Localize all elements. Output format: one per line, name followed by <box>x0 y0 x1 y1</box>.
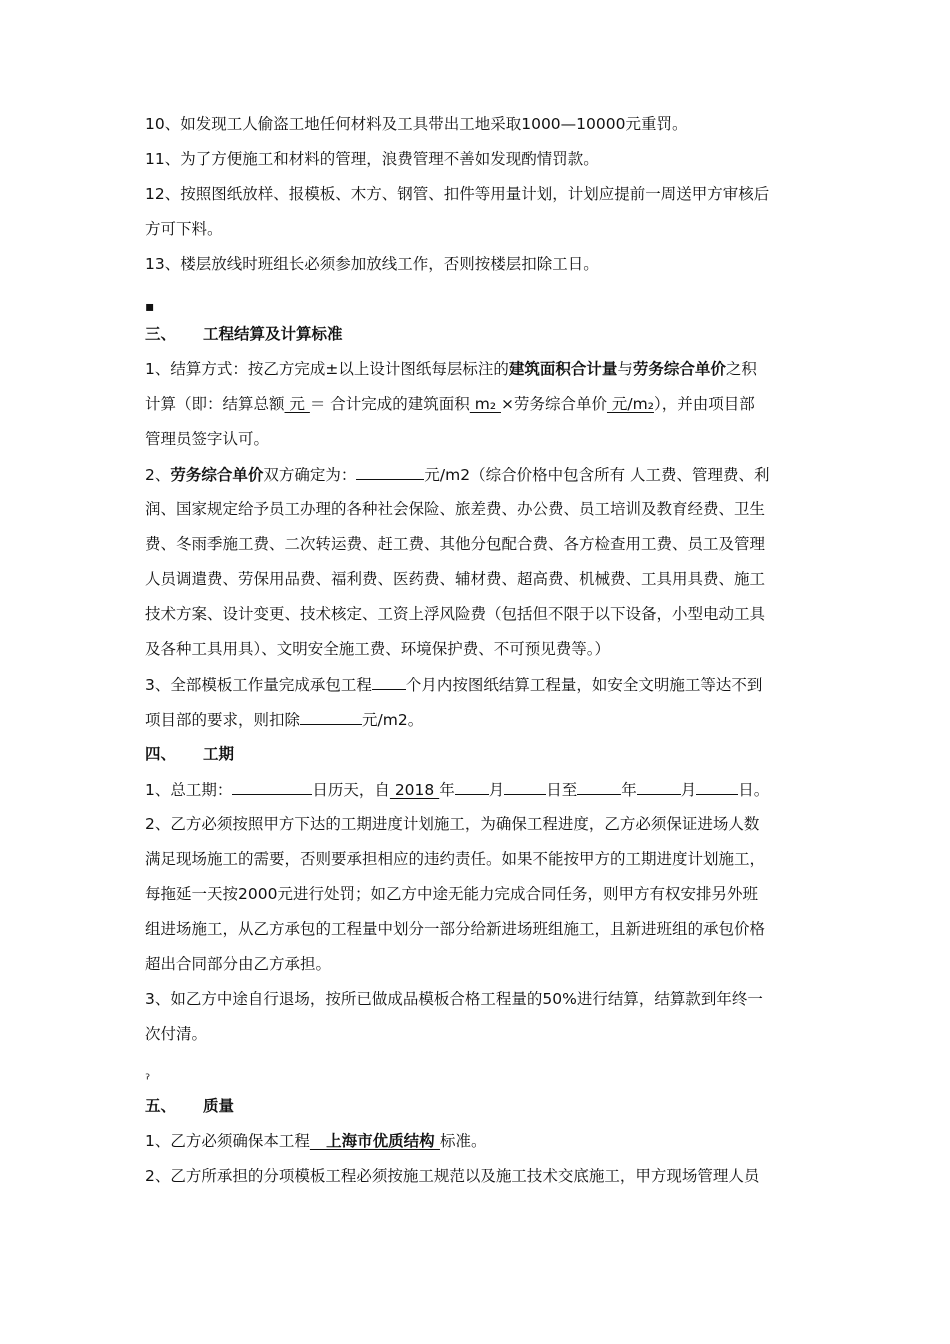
s5-clause-1 <box>145 1131 486 1151</box>
s3-clause-2-line: 及各种工具用具）、文明安全施工费、环境保护费、不可预见费等。） <box>145 640 611 658</box>
text-run: 与 <box>617 360 633 378</box>
underlined-field: 上海市优质结构 <box>309 1132 440 1150</box>
blank-field <box>577 779 621 795</box>
text-run: 标准。 <box>439 1132 487 1150</box>
text-run: 项目部的要求，则扣除 <box>145 711 301 729</box>
blank-field <box>696 779 738 795</box>
section-number: 四、 <box>145 745 177 763</box>
section-number: 五、 <box>145 1097 177 1115</box>
underlined-field: 元 <box>284 395 310 413</box>
text-run: 之积 <box>725 360 757 378</box>
s3-clause-2-line: 润、国家规定给予员工办理的各种社会保险、旅差费、办公费、员工培训及教育经费、卫生 <box>145 500 766 518</box>
s3-clause-2-line: 人员调遣费、劳保用品费、福利费、医药费、辅材费、超高费、机械费、工具用具费、施工 <box>145 570 766 588</box>
s3-clause-1-line2 <box>145 394 755 414</box>
underlined-field: 2018 <box>389 781 440 799</box>
text-run: 1、乙方必须确保本工程 <box>145 1132 310 1150</box>
s4-clause-3: 3、如乙方中途自行退场，按所已做成品模板合格工程量的50%进行结算，结算款到年终一 <box>145 990 763 1008</box>
section-5-heading <box>145 1096 234 1116</box>
s4-clause-2: 2、乙方必须按照甲方下达的工期进度计划施工，为确保工程进度，乙方必须保证进场人数 <box>145 815 760 833</box>
s3-clause-1-line3: 管理员签字认可。 <box>145 430 270 448</box>
text-run: 计算（即：结算总额 <box>145 395 285 413</box>
section-4-heading <box>145 744 234 764</box>
s3-clause-2-line: 费、冬雨季施工费、二次转运费、赶工费、其他分包配合费、各方检查用工费、员工及管理 <box>145 535 766 553</box>
text-run: 日。 <box>738 781 770 799</box>
text-run: 元/m2（综合价格中包含所有 人工费、管理费、利 <box>424 466 770 484</box>
section-number: 三、 <box>145 325 177 343</box>
underlined-field: 元/m₂ <box>606 395 654 413</box>
section-title: 工期 <box>203 745 235 763</box>
text-run: ＝ 合计完成的建筑面积 <box>309 395 470 413</box>
s4-clause-1 <box>145 779 769 800</box>
text-run: 元/m2。 <box>362 711 424 729</box>
s4-clause-2-line: 超出合同部分由乙方承担。 <box>145 955 332 973</box>
text-run: ×劳务综合单价 <box>500 395 607 413</box>
s4-clause-2-line: 组进场施工，从乙方承包的工程量中划分一部分给新进场班组施工，且新进班组的承包价格 <box>145 920 766 938</box>
s5-clause-2: 2、乙方所承担的分项模板工程必须按施工规范以及施工技术交底施工，甲方现场管理人员 <box>145 1167 760 1185</box>
text-run: 3、全部模板工作量完成承包工程 <box>145 676 372 694</box>
s4-clause-2-line: 满足现场施工的需要，否则要承担相应的违约责任。如果不能按甲方的工期进度计划施工， <box>145 850 766 868</box>
text-run: 日至 <box>546 781 578 799</box>
blank-field <box>637 779 681 795</box>
text-run: 1、结算方式：按乙方完成±以上设计图纸每层标注的 <box>145 360 509 378</box>
s3-clause-3-line2 <box>145 709 423 730</box>
text-run: 月 <box>488 781 505 799</box>
s3-clause-3 <box>145 674 762 695</box>
blank-field <box>300 709 362 725</box>
section-3-heading <box>145 324 343 344</box>
section-title: 质量 <box>203 1097 235 1115</box>
s3-clause-1 <box>145 359 757 379</box>
bold-term: 劳务综合单价 <box>632 360 726 378</box>
text-run: 2、 <box>145 466 171 484</box>
section-title: 工程结算及计算标准 <box>203 325 343 343</box>
text-run: 1、总工期： <box>145 781 233 799</box>
underlined-field: m₂ <box>469 395 501 413</box>
blank-field <box>504 779 546 795</box>
s3-clause-2-line: 技术方案、设计变更、技术核定、工资上浮风险费（包括但不限于以下设备，小型电动工具 <box>145 605 766 623</box>
text-run: 日历天，自 <box>312 781 390 799</box>
text-run: 年 <box>621 781 637 799</box>
blank-field <box>455 779 489 795</box>
clause-11: 11、为了方便施工和材料的管理，浪费管理不善如发现酌情罚款。 <box>145 150 599 168</box>
s3-clause-2 <box>145 464 770 485</box>
blank-field <box>372 674 406 690</box>
bold-term: 劳务综合单价 <box>170 466 264 484</box>
clause-10: 10、如发现工人偷盗工地任何材料及工具带出工地采取1000—10000元重罚。 <box>145 115 688 133</box>
bullet-mark: ▪ <box>145 299 155 315</box>
clause-13: 13、楼层放线时班组长必须参加放线工作，否则按楼层扣除工日。 <box>145 255 599 273</box>
blank-field <box>232 779 312 795</box>
text-run: 个月内按图纸结算工程量，如安全文明施工等达不到 <box>405 676 763 694</box>
s4-clause-2-line: 每拖延一天按2000元进行处罚；如乙方中途无能力完成合同任务，则甲方有权安排另外班 <box>145 885 758 903</box>
blank-field <box>356 464 424 480</box>
text-run: 双方确定为： <box>263 466 357 484</box>
bullet-mark: ˀ <box>145 1072 151 1088</box>
text-run: ），并由项目部 <box>653 395 755 413</box>
text-run: 年 <box>439 781 455 799</box>
text-run: 月 <box>680 781 697 799</box>
clause-12-cont: 方可下料。 <box>145 220 223 238</box>
clause-12: 12、按照图纸放样、报模板、木方、钢管、扣件等用量计划，计划应提前一周送甲方审核后 <box>145 185 770 203</box>
s4-clause-3-line: 次付清。 <box>145 1025 208 1043</box>
bold-term: 建筑面积合计量 <box>508 360 618 378</box>
